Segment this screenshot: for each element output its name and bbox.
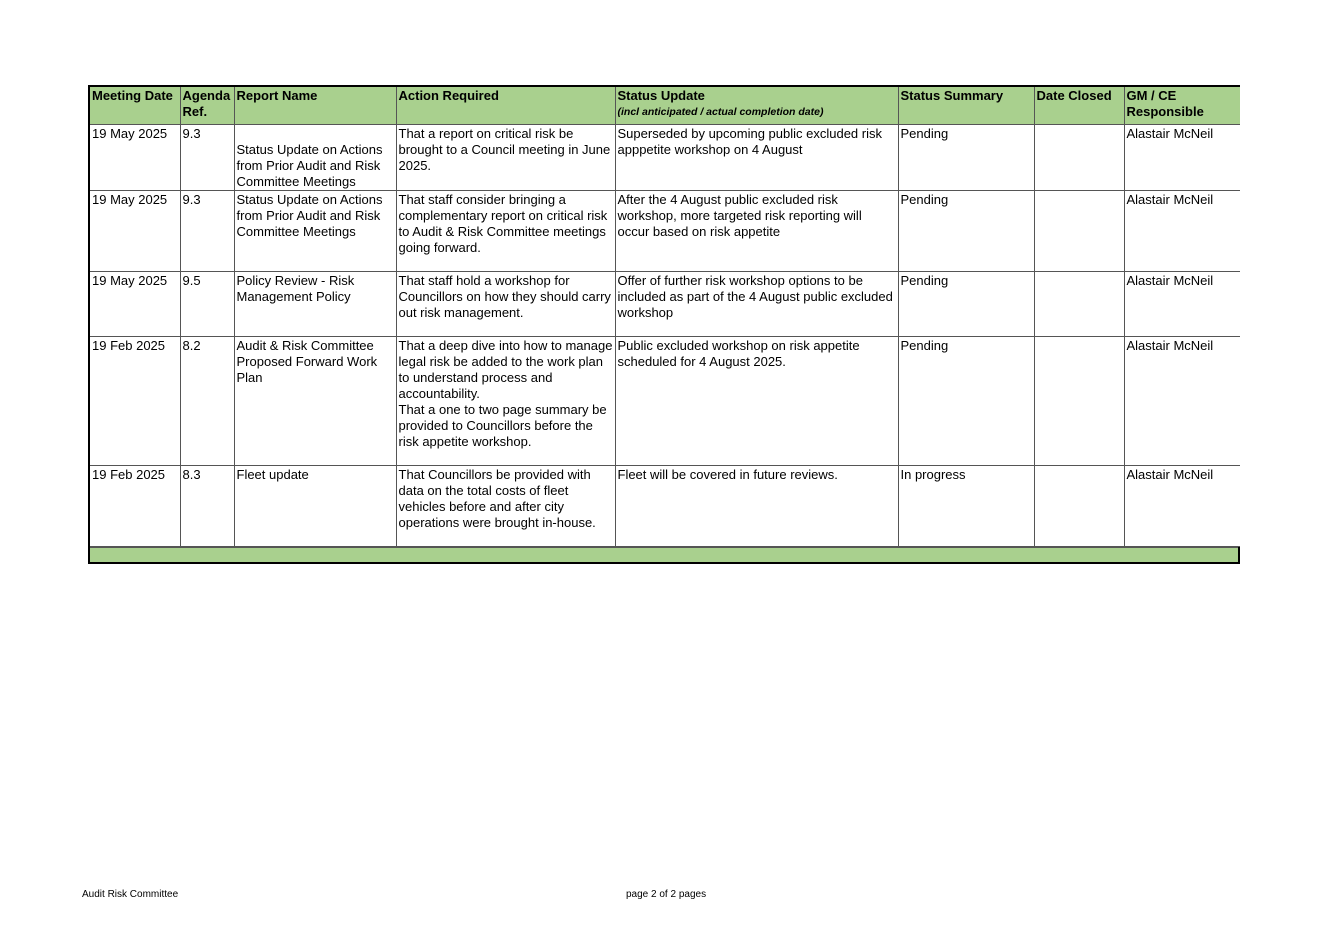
table-row — [90, 466, 1240, 547]
cell-status-update: After the 4 August public excluded risk workshop, more targeted risk reporting will occur based on risk appetite — [615, 191, 898, 272]
cell-status-summary: In progress — [898, 466, 1034, 547]
cell-report-name: Policy Review - Risk Management Policy — [234, 272, 396, 337]
actions-table-sheet — [88, 85, 1240, 564]
cell-responsible: Alastair McNeil — [1124, 272, 1240, 337]
col-agenda-ref: Agenda Ref. — [180, 87, 234, 125]
col-status-summary: Status Summary — [898, 87, 1034, 125]
table-row — [90, 272, 1240, 337]
cell-report-name: Status Update on Actions from Prior Audit and Risk Committee Meetings — [234, 125, 396, 191]
cell-report-name: Audit & Risk Committee Proposed Forward Work Plan — [234, 337, 396, 466]
cell-agenda-ref: 9.5 — [180, 272, 234, 337]
cell-date-closed — [1034, 337, 1124, 466]
col-status-update-subtitle: (incl anticipated / actual completion date) — [617, 106, 824, 118]
cell-agenda-ref: 8.3 — [180, 466, 234, 547]
cell-status-update: Public excluded workshop on risk appetite scheduled for 4 August 2025. — [615, 337, 898, 466]
cell-responsible: Alastair McNeil — [1124, 337, 1240, 466]
cell-date-closed — [1034, 272, 1124, 337]
table-footer-band — [90, 547, 1238, 562]
cell-meeting-date: 19 May 2025 — [90, 125, 180, 191]
cell-status-update: Offer of further risk workshop options to be included as part of the 4 August public excluded workshop — [615, 272, 898, 337]
actions-table — [90, 87, 1240, 547]
col-date-closed: Date Closed — [1034, 87, 1124, 125]
footer-committee-name: Audit Risk Committee — [82, 889, 179, 900]
footer-page-number: page 2 of 2 pages — [626, 889, 707, 900]
col-report-name: Report Name — [234, 87, 396, 125]
cell-action-required: That a deep dive into how to manage legal risk be added to the work plan to understand process and accountability. That a one to two page summary be provided to Councillors before the risk appetite workshop. — [396, 337, 615, 466]
col-status-update — [615, 87, 898, 125]
col-responsible: GM / CE Responsible — [1124, 87, 1240, 125]
table-row — [90, 125, 1240, 191]
table-row — [90, 337, 1240, 466]
col-status-update-title: Status Update — [617, 88, 705, 103]
cell-status-summary: Pending — [898, 272, 1034, 337]
cell-report-name: Status Update on Actions from Prior Audit and Risk Committee Meetings — [234, 191, 396, 272]
cell-agenda-ref: 9.3 — [180, 191, 234, 272]
cell-status-summary: Pending — [898, 125, 1034, 191]
cell-agenda-ref: 8.2 — [180, 337, 234, 466]
cell-status-summary: Pending — [898, 337, 1034, 466]
cell-action-required: That staff consider bringing a complementary report on critical risk to Audit & Risk Committee meetings going forward. — [396, 191, 615, 272]
cell-status-update: Superseded by upcoming public excluded risk apppetite workshop on 4 August — [615, 125, 898, 191]
cell-meeting-date: 19 May 2025 — [90, 191, 180, 272]
col-meeting-date: Meeting Date — [90, 87, 180, 125]
cell-meeting-date: 19 Feb 2025 — [90, 466, 180, 547]
cell-responsible: Alastair McNeil — [1124, 466, 1240, 547]
cell-date-closed — [1034, 191, 1124, 272]
cell-meeting-date: 19 May 2025 — [90, 272, 180, 337]
cell-report-name: Fleet update — [234, 466, 396, 547]
header-row — [90, 87, 1240, 125]
cell-action-required: That a report on critical risk be brought to a Council meeting in June 2025. — [396, 125, 615, 191]
cell-action-required: That staff hold a workshop for Councillors on how they should carry out risk management. — [396, 272, 615, 337]
cell-status-summary: Pending — [898, 191, 1034, 272]
cell-responsible: Alastair McNeil — [1124, 125, 1240, 191]
cell-date-closed — [1034, 125, 1124, 191]
cell-status-update: Fleet will be covered in future reviews. — [615, 466, 898, 547]
table-row — [90, 191, 1240, 272]
cell-date-closed — [1034, 466, 1124, 547]
cell-action-required: That Councillors be provided with data on the total costs of fleet vehicles before and after city operations were brought in-house. — [396, 466, 615, 547]
cell-meeting-date: 19 Feb 2025 — [90, 337, 180, 466]
cell-agenda-ref: 9.3 — [180, 125, 234, 191]
col-action-required: Action Required — [396, 87, 615, 125]
cell-responsible: Alastair McNeil — [1124, 191, 1240, 272]
